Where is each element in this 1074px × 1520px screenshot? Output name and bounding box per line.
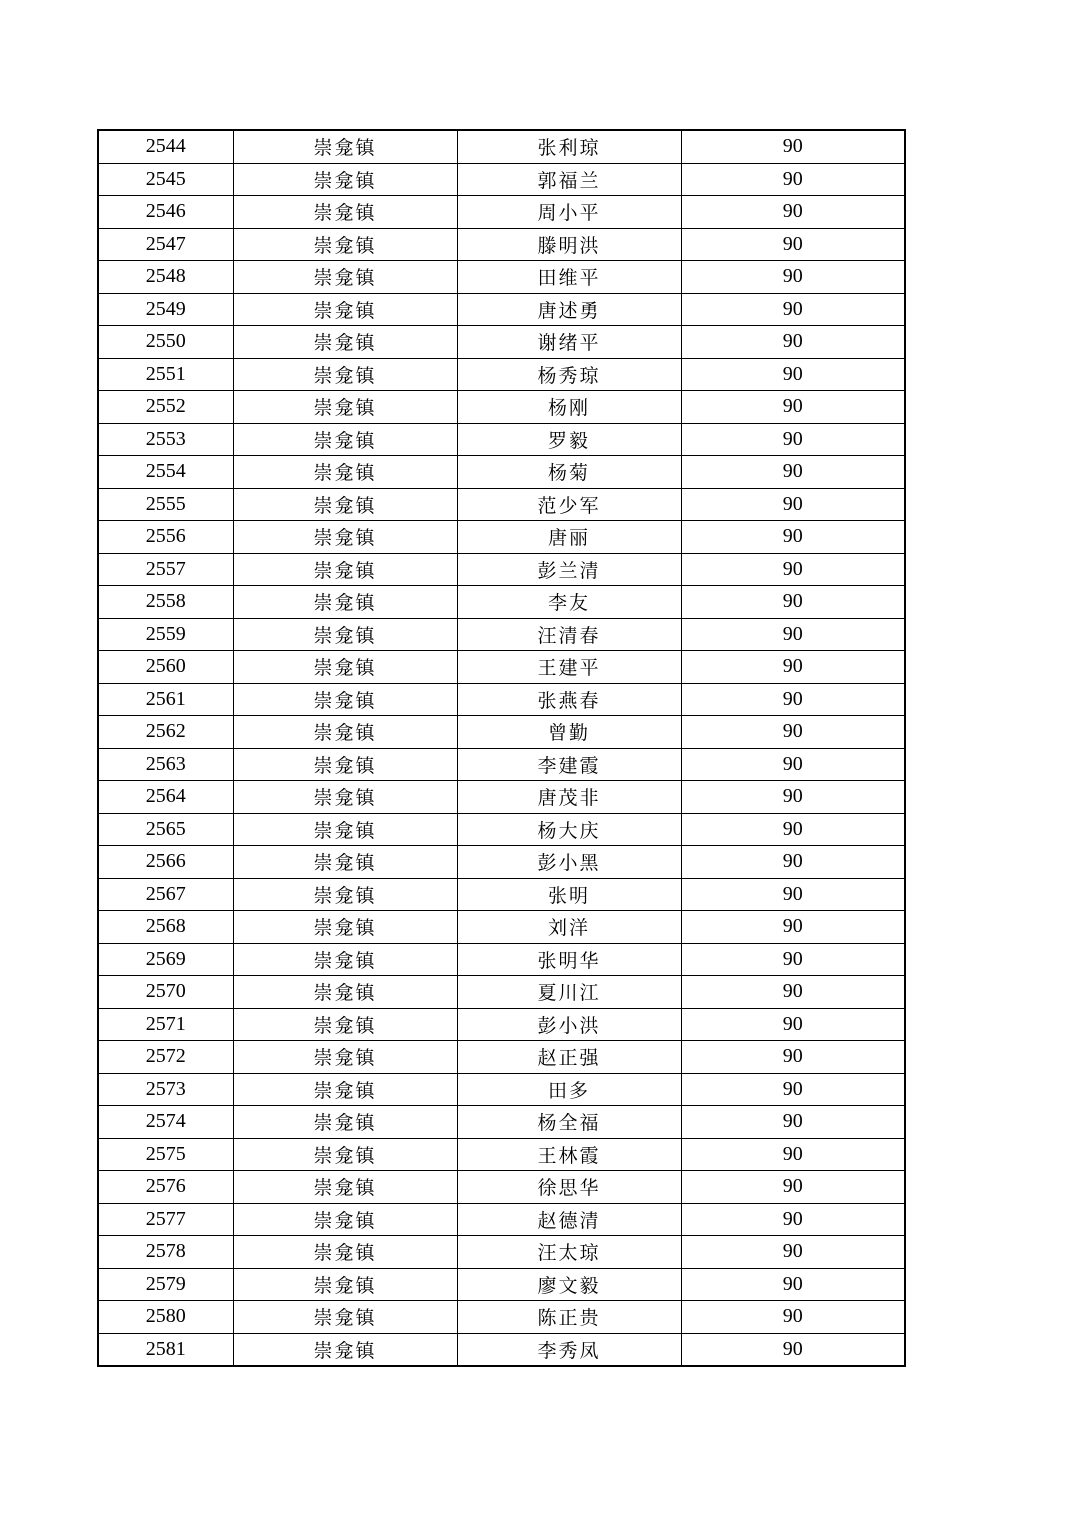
name-cell: 张利琼 xyxy=(457,130,681,163)
table-row xyxy=(98,878,905,911)
row-number-cell: 2563 xyxy=(98,748,233,781)
table-row xyxy=(98,488,905,521)
amount-cell: 90 xyxy=(681,391,905,424)
town-cell: 崇龛镇 xyxy=(233,683,457,716)
town-cell: 崇龛镇 xyxy=(233,618,457,651)
town-cell: 崇龛镇 xyxy=(233,488,457,521)
row-number-cell: 2573 xyxy=(98,1073,233,1106)
town-cell: 崇龛镇 xyxy=(233,651,457,684)
name-cell: 唐丽 xyxy=(457,521,681,554)
row-number-cell: 2564 xyxy=(98,781,233,814)
name-cell: 唐茂非 xyxy=(457,781,681,814)
name-cell: 杨菊 xyxy=(457,456,681,489)
table-row xyxy=(98,391,905,424)
town-cell: 崇龛镇 xyxy=(233,586,457,619)
row-number-cell: 2577 xyxy=(98,1203,233,1236)
table-row xyxy=(98,130,905,163)
name-cell: 廖文毅 xyxy=(457,1268,681,1301)
row-number-cell: 2551 xyxy=(98,358,233,391)
town-cell: 崇龛镇 xyxy=(233,1041,457,1074)
amount-cell: 90 xyxy=(681,163,905,196)
table-row xyxy=(98,846,905,879)
town-cell: 崇龛镇 xyxy=(233,553,457,586)
name-cell: 王林霞 xyxy=(457,1138,681,1171)
row-number-cell: 2580 xyxy=(98,1301,233,1334)
name-cell: 杨刚 xyxy=(457,391,681,424)
table-row xyxy=(98,163,905,196)
town-cell: 崇龛镇 xyxy=(233,878,457,911)
town-cell: 崇龛镇 xyxy=(233,196,457,229)
row-number-cell: 2574 xyxy=(98,1106,233,1139)
amount-cell: 90 xyxy=(681,748,905,781)
amount-cell: 90 xyxy=(681,651,905,684)
record-table-body xyxy=(98,130,905,1366)
record-table-container xyxy=(97,129,906,1367)
name-cell: 彭兰清 xyxy=(457,553,681,586)
row-number-cell: 2565 xyxy=(98,813,233,846)
name-cell: 汪太琼 xyxy=(457,1236,681,1269)
town-cell: 崇龛镇 xyxy=(233,293,457,326)
amount-cell: 90 xyxy=(681,813,905,846)
row-number-cell: 2572 xyxy=(98,1041,233,1074)
table-row xyxy=(98,1106,905,1139)
table-row xyxy=(98,228,905,261)
row-number-cell: 2571 xyxy=(98,1008,233,1041)
name-cell: 罗毅 xyxy=(457,423,681,456)
table-row xyxy=(98,1171,905,1204)
town-cell: 崇龛镇 xyxy=(233,228,457,261)
amount-cell: 90 xyxy=(681,196,905,229)
amount-cell: 90 xyxy=(681,293,905,326)
town-cell: 崇龛镇 xyxy=(233,1138,457,1171)
table-row xyxy=(98,326,905,359)
amount-cell: 90 xyxy=(681,618,905,651)
row-number-cell: 2556 xyxy=(98,521,233,554)
row-number-cell: 2546 xyxy=(98,196,233,229)
name-cell: 陈正贵 xyxy=(457,1301,681,1334)
town-cell: 崇龛镇 xyxy=(233,391,457,424)
amount-cell: 90 xyxy=(681,1301,905,1334)
town-cell: 崇龛镇 xyxy=(233,1106,457,1139)
amount-cell: 90 xyxy=(681,1203,905,1236)
amount-cell: 90 xyxy=(681,130,905,163)
amount-cell: 90 xyxy=(681,228,905,261)
row-number-cell: 2548 xyxy=(98,261,233,294)
row-number-cell: 2558 xyxy=(98,586,233,619)
row-number-cell: 2544 xyxy=(98,130,233,163)
table-row xyxy=(98,1333,905,1366)
name-cell: 曾勤 xyxy=(457,716,681,749)
name-cell: 唐述勇 xyxy=(457,293,681,326)
amount-cell: 90 xyxy=(681,878,905,911)
table-row xyxy=(98,1203,905,1236)
amount-cell: 90 xyxy=(681,488,905,521)
name-cell: 李秀凤 xyxy=(457,1333,681,1366)
name-cell: 刘洋 xyxy=(457,911,681,944)
amount-cell: 90 xyxy=(681,1073,905,1106)
row-number-cell: 2559 xyxy=(98,618,233,651)
table-row xyxy=(98,716,905,749)
name-cell: 汪清春 xyxy=(457,618,681,651)
amount-cell: 90 xyxy=(681,943,905,976)
row-number-cell: 2569 xyxy=(98,943,233,976)
table-row xyxy=(98,651,905,684)
table-row xyxy=(98,748,905,781)
amount-cell: 90 xyxy=(681,1333,905,1366)
amount-cell: 90 xyxy=(681,976,905,1009)
amount-cell: 90 xyxy=(681,553,905,586)
amount-cell: 90 xyxy=(681,1041,905,1074)
row-number-cell: 2554 xyxy=(98,456,233,489)
amount-cell: 90 xyxy=(681,586,905,619)
amount-cell: 90 xyxy=(681,1236,905,1269)
town-cell: 崇龛镇 xyxy=(233,1236,457,1269)
row-number-cell: 2547 xyxy=(98,228,233,261)
amount-cell: 90 xyxy=(681,456,905,489)
row-number-cell: 2567 xyxy=(98,878,233,911)
name-cell: 张燕春 xyxy=(457,683,681,716)
name-cell: 张明华 xyxy=(457,943,681,976)
town-cell: 崇龛镇 xyxy=(233,911,457,944)
amount-cell: 90 xyxy=(681,1171,905,1204)
town-cell: 崇龛镇 xyxy=(233,1268,457,1301)
table-row xyxy=(98,423,905,456)
table-row xyxy=(98,1008,905,1041)
row-number-cell: 2566 xyxy=(98,846,233,879)
name-cell: 范少军 xyxy=(457,488,681,521)
amount-cell: 90 xyxy=(681,326,905,359)
table-row xyxy=(98,1268,905,1301)
town-cell: 崇龛镇 xyxy=(233,1203,457,1236)
name-cell: 徐思华 xyxy=(457,1171,681,1204)
name-cell: 王建平 xyxy=(457,651,681,684)
table-row xyxy=(98,456,905,489)
amount-cell: 90 xyxy=(681,781,905,814)
amount-cell: 90 xyxy=(681,1138,905,1171)
table-row xyxy=(98,911,905,944)
amount-cell: 90 xyxy=(681,358,905,391)
row-number-cell: 2557 xyxy=(98,553,233,586)
town-cell: 崇龛镇 xyxy=(233,521,457,554)
row-number-cell: 2562 xyxy=(98,716,233,749)
town-cell: 崇龛镇 xyxy=(233,326,457,359)
town-cell: 崇龛镇 xyxy=(233,163,457,196)
row-number-cell: 2581 xyxy=(98,1333,233,1366)
table-row xyxy=(98,1236,905,1269)
amount-cell: 90 xyxy=(681,1008,905,1041)
town-cell: 崇龛镇 xyxy=(233,976,457,1009)
table-row xyxy=(98,943,905,976)
record-table xyxy=(97,129,906,1367)
row-number-cell: 2553 xyxy=(98,423,233,456)
amount-cell: 90 xyxy=(681,911,905,944)
name-cell: 杨大庆 xyxy=(457,813,681,846)
amount-cell: 90 xyxy=(681,846,905,879)
town-cell: 崇龛镇 xyxy=(233,1073,457,1106)
row-number-cell: 2549 xyxy=(98,293,233,326)
name-cell: 杨全福 xyxy=(457,1106,681,1139)
table-row xyxy=(98,813,905,846)
table-row xyxy=(98,553,905,586)
name-cell: 李建霞 xyxy=(457,748,681,781)
amount-cell: 90 xyxy=(681,683,905,716)
row-number-cell: 2579 xyxy=(98,1268,233,1301)
table-row xyxy=(98,586,905,619)
town-cell: 崇龛镇 xyxy=(233,748,457,781)
amount-cell: 90 xyxy=(681,521,905,554)
row-number-cell: 2576 xyxy=(98,1171,233,1204)
name-cell: 李友 xyxy=(457,586,681,619)
amount-cell: 90 xyxy=(681,1268,905,1301)
name-cell: 彭小洪 xyxy=(457,1008,681,1041)
name-cell: 赵德清 xyxy=(457,1203,681,1236)
town-cell: 崇龛镇 xyxy=(233,813,457,846)
name-cell: 彭小黑 xyxy=(457,846,681,879)
table-row xyxy=(98,781,905,814)
town-cell: 崇龛镇 xyxy=(233,781,457,814)
name-cell: 杨秀琼 xyxy=(457,358,681,391)
town-cell: 崇龛镇 xyxy=(233,456,457,489)
table-row xyxy=(98,261,905,294)
town-cell: 崇龛镇 xyxy=(233,130,457,163)
row-number-cell: 2570 xyxy=(98,976,233,1009)
table-row xyxy=(98,618,905,651)
name-cell: 谢绪平 xyxy=(457,326,681,359)
amount-cell: 90 xyxy=(681,1106,905,1139)
name-cell: 田多 xyxy=(457,1073,681,1106)
row-number-cell: 2560 xyxy=(98,651,233,684)
name-cell: 赵正强 xyxy=(457,1041,681,1074)
name-cell: 夏川江 xyxy=(457,976,681,1009)
row-number-cell: 2545 xyxy=(98,163,233,196)
town-cell: 崇龛镇 xyxy=(233,1333,457,1366)
amount-cell: 90 xyxy=(681,716,905,749)
table-row xyxy=(98,521,905,554)
town-cell: 崇龛镇 xyxy=(233,1008,457,1041)
name-cell: 周小平 xyxy=(457,196,681,229)
table-row xyxy=(98,1301,905,1334)
table-row xyxy=(98,683,905,716)
table-row xyxy=(98,196,905,229)
name-cell: 滕明洪 xyxy=(457,228,681,261)
table-row xyxy=(98,1073,905,1106)
table-row xyxy=(98,1041,905,1074)
name-cell: 郭福兰 xyxy=(457,163,681,196)
town-cell: 崇龛镇 xyxy=(233,261,457,294)
row-number-cell: 2561 xyxy=(98,683,233,716)
town-cell: 崇龛镇 xyxy=(233,943,457,976)
row-number-cell: 2568 xyxy=(98,911,233,944)
row-number-cell: 2555 xyxy=(98,488,233,521)
table-row xyxy=(98,976,905,1009)
row-number-cell: 2575 xyxy=(98,1138,233,1171)
row-number-cell: 2552 xyxy=(98,391,233,424)
name-cell: 田维平 xyxy=(457,261,681,294)
name-cell: 张明 xyxy=(457,878,681,911)
table-row xyxy=(98,1138,905,1171)
amount-cell: 90 xyxy=(681,423,905,456)
town-cell: 崇龛镇 xyxy=(233,1171,457,1204)
town-cell: 崇龛镇 xyxy=(233,1301,457,1334)
table-row xyxy=(98,293,905,326)
row-number-cell: 2578 xyxy=(98,1236,233,1269)
town-cell: 崇龛镇 xyxy=(233,358,457,391)
town-cell: 崇龛镇 xyxy=(233,846,457,879)
table-row xyxy=(98,358,905,391)
town-cell: 崇龛镇 xyxy=(233,423,457,456)
town-cell: 崇龛镇 xyxy=(233,716,457,749)
amount-cell: 90 xyxy=(681,261,905,294)
row-number-cell: 2550 xyxy=(98,326,233,359)
